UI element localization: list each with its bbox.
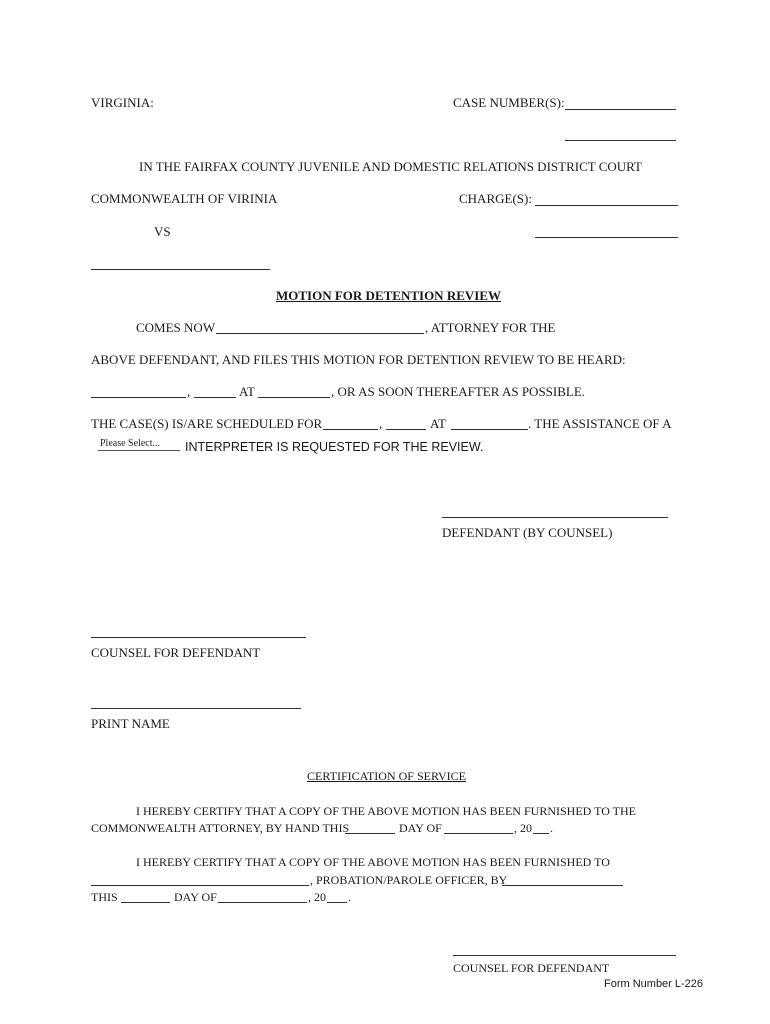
case-number-field-2[interactable] <box>565 140 676 141</box>
scheduled-time-field[interactable] <box>451 429 528 430</box>
p2-this-label: THIS <box>91 890 118 904</box>
p1-year-label: , 20 <box>514 821 532 835</box>
certification-p2-line1: I HEREBY CERTIFY THAT A COPY OF THE ABOVE MOTION HAS BEEN FURNISHED TO <box>136 855 610 869</box>
print-name-label: PRINT NAME <box>91 716 170 731</box>
case-number-field-1[interactable] <box>565 109 676 110</box>
p1-year-field[interactable] <box>533 833 549 834</box>
counsel-for-defendant-label: COUNSEL FOR DEFENDANT <box>91 645 261 660</box>
certification-counsel-label: COUNSEL FOR DEFENDANT <box>453 961 610 975</box>
p2-day-of-label: DAY OF <box>174 890 217 904</box>
commonwealth-label: COMMONWEALTH OF VIRINIA <box>91 191 278 206</box>
defendant-name-field[interactable] <box>91 269 270 270</box>
p2-officer-name-field[interactable] <box>91 885 309 886</box>
attorney-name-field[interactable] <box>216 333 424 334</box>
hearing-year-field[interactable] <box>194 397 236 398</box>
scheduled-year-field[interactable] <box>386 429 426 430</box>
p2-year-label: , 20 <box>308 890 326 904</box>
p2-month-field[interactable] <box>218 902 307 903</box>
comes-now-label: COMES NOW <box>136 320 216 335</box>
charges-label: CHARGE(S): <box>459 191 532 206</box>
case-number-label: CASE NUMBER(S): <box>453 95 565 110</box>
state-label: VIRGINIA: <box>91 95 154 110</box>
certification-signature-line[interactable] <box>453 955 676 956</box>
p2-year-field[interactable] <box>327 902 347 903</box>
certification-p1-line1: I HEREBY CERTIFY THAT A COPY OF THE ABOVE MOTION HAS BEEN FURNISHED TO THE <box>136 804 636 818</box>
p1-period: . <box>550 821 553 835</box>
document-title: MOTION FOR DETENTION REVIEW <box>276 288 501 303</box>
at-label: AT <box>430 416 446 431</box>
or-as-soon-text: , OR AS SOON THEREAFTER AS POSSIBLE. <box>331 384 586 399</box>
charges-field-1[interactable] <box>535 205 678 206</box>
defendant-by-counsel-label: DEFENDANT (BY COUNSEL) <box>442 525 613 540</box>
form-number: Form Number L-226 <box>604 978 704 990</box>
p2-period: . <box>348 890 351 904</box>
certification-p1-line2: COMMONWEALTH ATTORNEY, BY HAND THIS <box>91 821 350 835</box>
defendant-signature-line[interactable] <box>442 517 668 518</box>
interpreter-select[interactable]: Please Select... <box>98 439 180 451</box>
hearing-time-field[interactable] <box>258 397 330 398</box>
cases-scheduled-text: THE CASE(S) IS/ARE SCHEDULED FOR <box>91 416 323 431</box>
comma: , <box>379 416 383 431</box>
hearing-date-field[interactable] <box>91 397 186 398</box>
p2-day-field[interactable] <box>121 902 170 903</box>
certification-heading: CERTIFICATION OF SERVICE <box>307 769 466 783</box>
charges-field-2[interactable] <box>535 237 678 238</box>
at-label: AT <box>239 384 255 399</box>
comma: , <box>187 384 191 399</box>
p2-method-field[interactable] <box>502 885 623 886</box>
p1-month-field[interactable] <box>444 833 513 834</box>
scheduled-date-field[interactable] <box>323 429 378 430</box>
court-name: IN THE FAIRFAX COUNTY JUVENILE AND DOMESTIC RELATIONS DISTRICT COURT <box>139 159 642 174</box>
counsel-signature-line[interactable] <box>91 637 306 638</box>
vs-label: VS <box>154 224 171 239</box>
attorney-for-the-label: , ATTORNEY FOR THE <box>425 320 556 335</box>
assistance-text: . THE ASSISTANCE OF A <box>528 416 672 431</box>
p1-day-of-label: DAY OF <box>399 821 442 835</box>
probation-officer-label: , PROBATION/PAROLE OFFICER, BY <box>310 873 508 887</box>
above-defendant-text: ABOVE DEFENDANT, AND FILES THIS MOTION FOR DETENTION REVIEW TO BE HEARD: <box>91 352 626 367</box>
p1-day-field[interactable] <box>345 833 395 834</box>
interpreter-text: INTERPRETER IS REQUESTED FOR THE REVIEW. <box>185 440 484 454</box>
print-name-line[interactable] <box>91 708 301 709</box>
